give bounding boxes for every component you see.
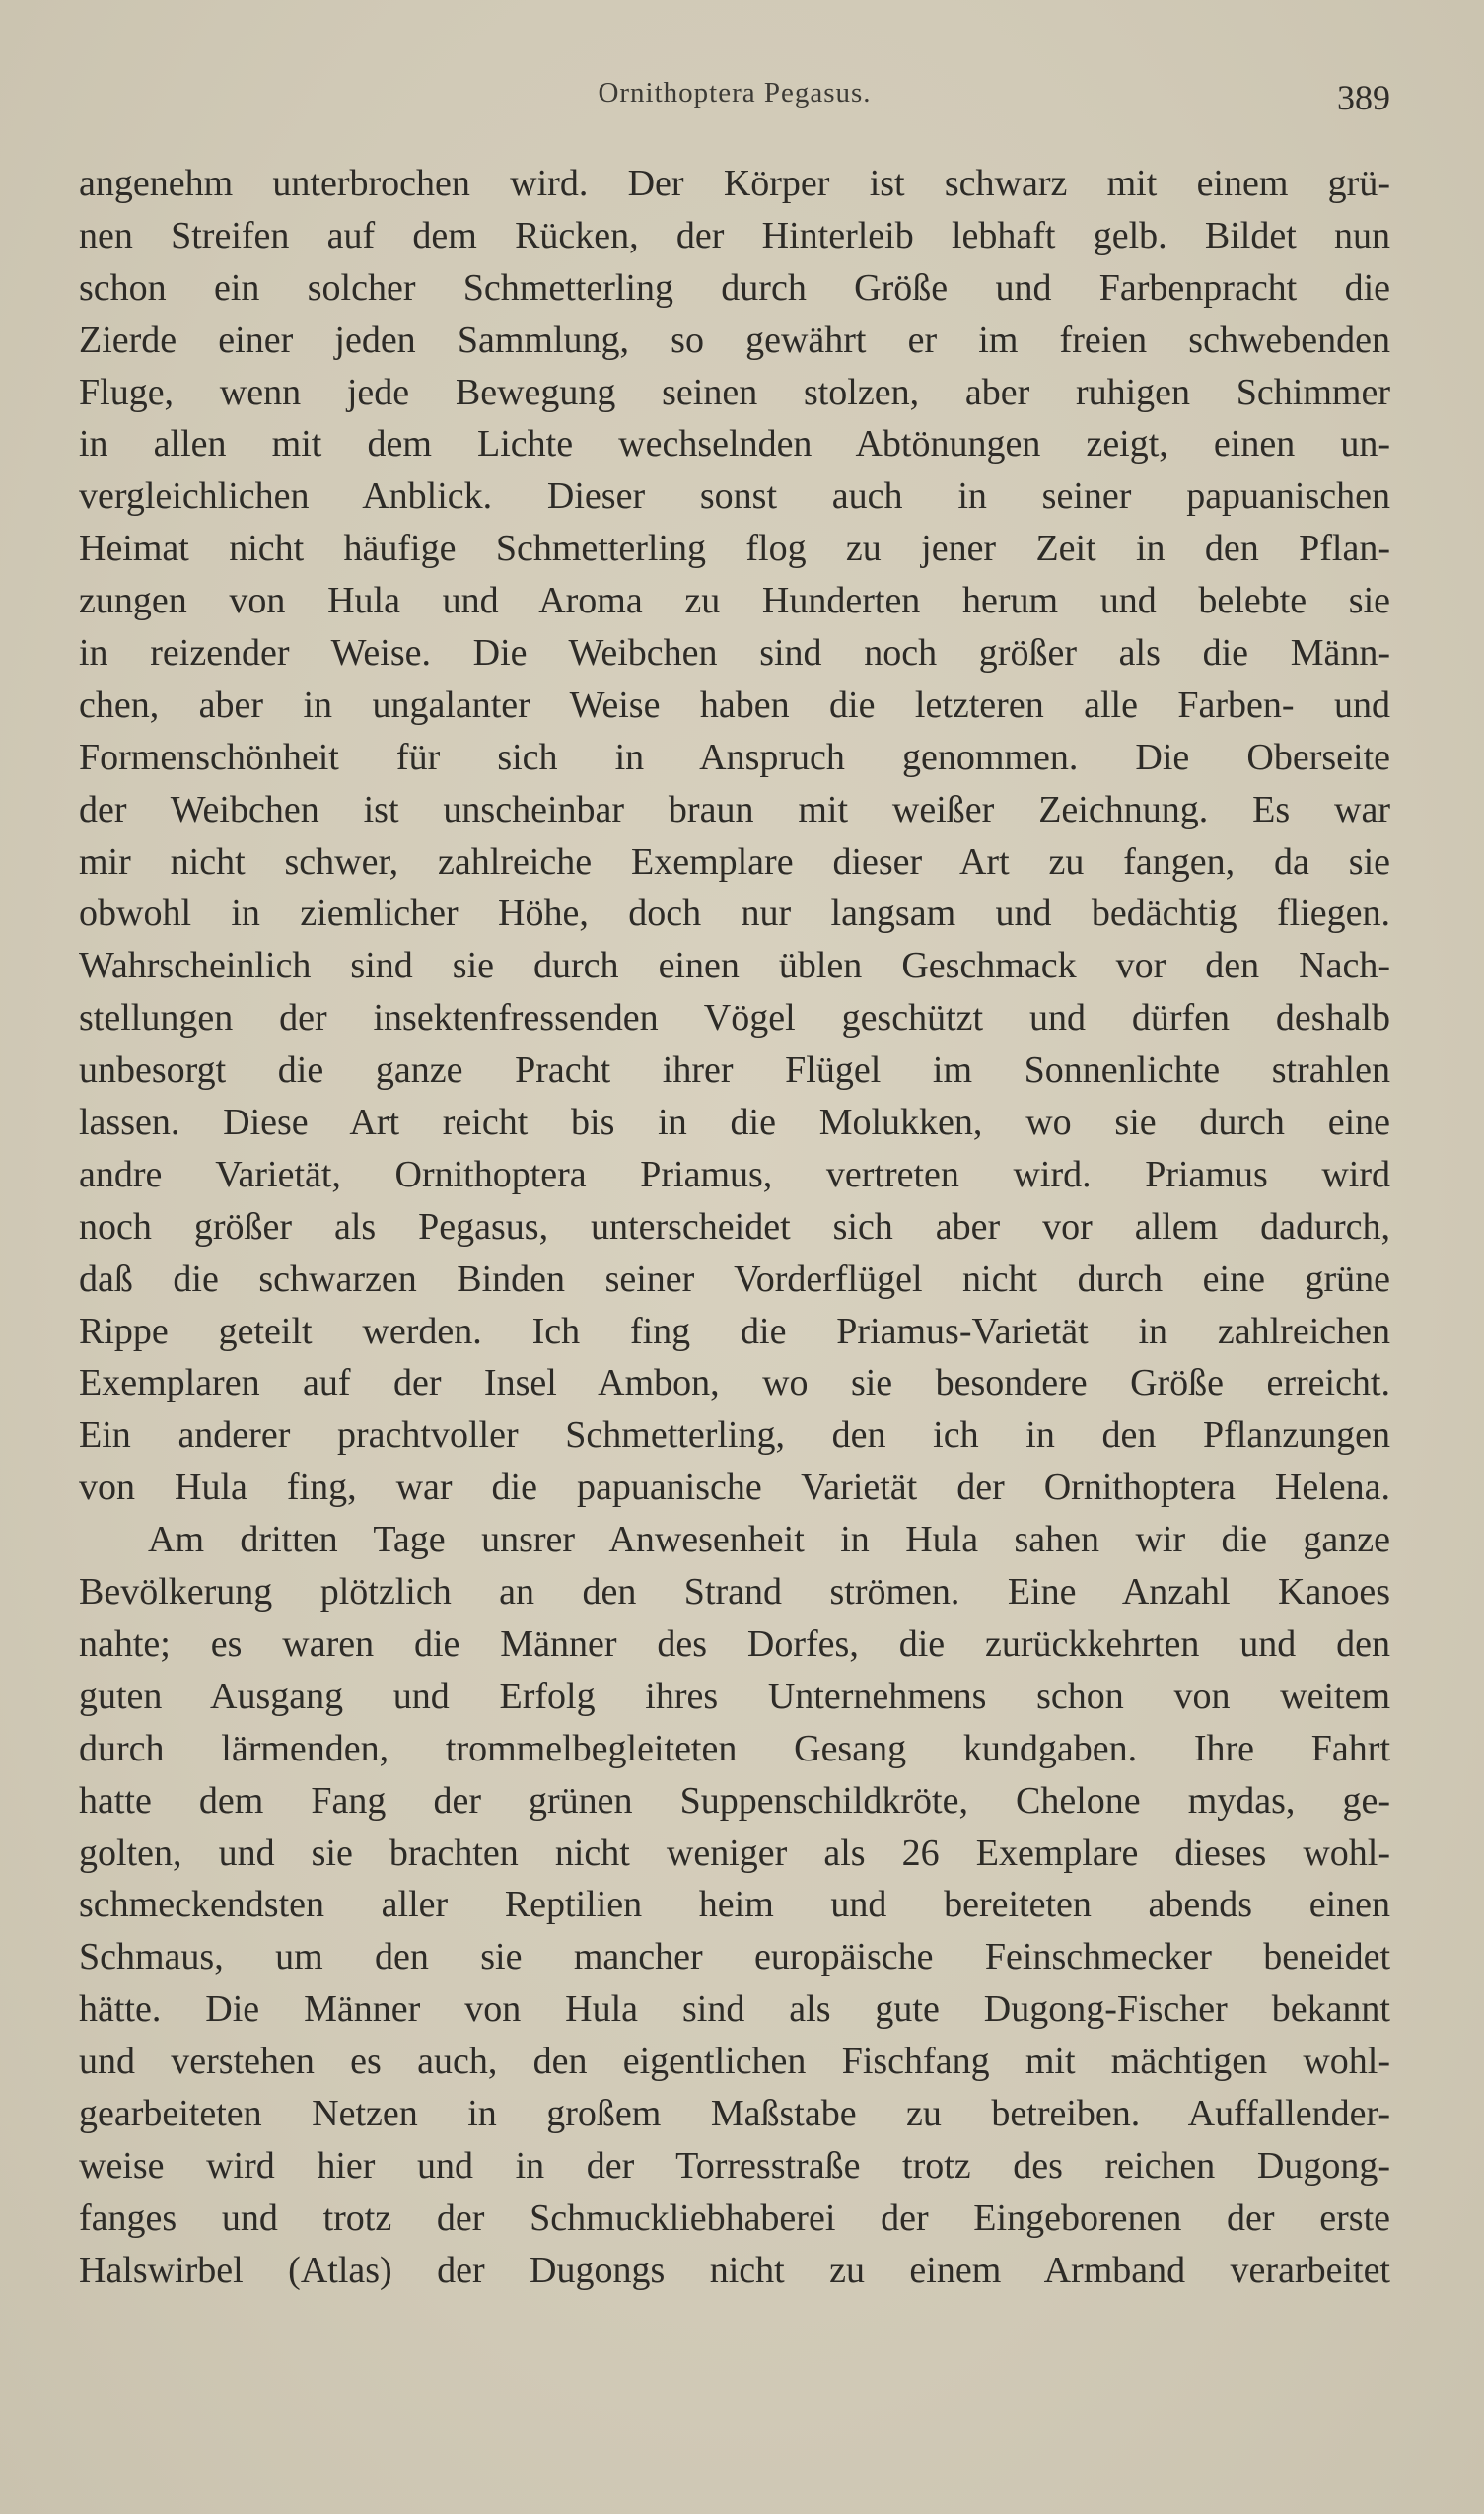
- page-header: [79, 77, 1390, 122]
- text-line: Exemplaren auf der Insel Ambon, wo sie besondere Größe erreicht.: [79, 1362, 1390, 1404]
- text-line: hätte. Die Männer von Hula sind als gute Dugong-Fischer bekannt: [79, 1988, 1390, 2031]
- text-line: nen Streifen auf dem Rücken, der Hinterleib lebhaft gelb. Bildet nun: [79, 214, 1390, 256]
- text-line: in allen mit dem Lichte wechselnden Abtönungen zeigt, einen un-: [79, 423, 1390, 466]
- text-line: und verstehen es auch, den eigentlichen Fischfang mit mächtigen wohl-: [79, 2041, 1390, 2083]
- text-line: weise wird hier und in der Torresstraße trotz des reichen Dugong-: [79, 2144, 1390, 2187]
- text-line: hatte dem Fang der grünen Suppenschildkröte, Chelone mydas, ge-: [79, 1779, 1390, 1822]
- text-line: gearbeiteten Netzen in großem Maßstabe zu betreiben. Auffallender-: [79, 2092, 1390, 2134]
- text-line: Formenschönheit für sich in Anspruch genommen. Die Oberseite: [79, 736, 1390, 778]
- text-line: mir nicht schwer, zahlreiche Exemplare dieser Art zu fangen, da sie: [79, 840, 1390, 883]
- text-line: noch größer als Pegasus, unterscheidet sich aber vor allem dadurch,: [79, 1205, 1390, 1248]
- text-line: lassen. Diese Art reicht bis in die Molukken, wo sie durch eine: [79, 1102, 1390, 1144]
- text-line: schmeckendsten aller Reptilien heim und bereiteten abends einen: [79, 1884, 1390, 1926]
- text-line: obwohl in ziemlicher Höhe, doch nur langsam und bedächtig fliegen.: [79, 893, 1390, 935]
- text-line: Schmaus, um den sie mancher europäische Feinschmecker beneidet: [79, 1936, 1390, 1978]
- text-line: Rippe geteilt werden. Ich fing die Priamus-Varietät in zahlreichen: [79, 1310, 1390, 1352]
- body-text: [79, 158, 1390, 2297]
- text-line: der Weibchen ist unscheinbar braun mit weißer Zeichnung. Es war: [79, 788, 1390, 830]
- paragraph-start-line: Am dritten Tage unsrer Anwesenheit in Hula sahen wir die ganze: [148, 1519, 1390, 1561]
- text-line: chen, aber in ungalanter Weise haben die letzteren alle Farben- und: [79, 683, 1390, 726]
- text-line: durch lärmenden, trommelbegleiteten Gesang kundgaben. Ihre Fahrt: [79, 1727, 1390, 1769]
- text-line: daß die schwarzen Binden seiner Vorderflügel nicht durch eine grüne: [79, 1257, 1390, 1300]
- running-title: Ornithoptera Pegasus.: [598, 77, 872, 108]
- text-line: golten, und sie brachten nicht weniger als 26 Exemplare dieses wohl-: [79, 1832, 1390, 1874]
- text-line: nahte; es waren die Männer des Dorfes, die zurückkehrten und den: [79, 1622, 1390, 1665]
- text-line: guten Ausgang und Erfolg ihres Unternehmens schon von weitem: [79, 1675, 1390, 1717]
- text-line: Bevölkerung plötzlich an den Strand strömen. Eine Anzahl Kanoes: [79, 1571, 1390, 1614]
- text-line: Wahrscheinlich sind sie durch einen üblen Geschmack vor den Nach-: [79, 945, 1390, 987]
- text-line: Heimat nicht häufige Schmetterling flog zu jener Zeit in den Pflan-: [79, 528, 1390, 570]
- page-number: 389: [1337, 78, 1390, 117]
- text-line: fanges und trotz der Schmuckliebhaberei der Eingeborenen der erste: [79, 2196, 1390, 2239]
- text-line: stellungen der insektenfressenden Vögel geschützt und dürfen deshalb: [79, 997, 1390, 1040]
- paragraph-end-line: von Hula fing, war die papuanische Varietät der Ornithoptera Helena.: [79, 1467, 1390, 1509]
- text-line: vergleichlichen Anblick. Dieser sonst auch in seiner papuanischen: [79, 475, 1390, 518]
- text-line: Halswirbel (Atlas) der Dugongs nicht zu einem Armband verarbeitet: [79, 2249, 1390, 2291]
- text-line: angenehm unterbrochen wird. Der Körper ist schwarz mit einem grü-: [79, 163, 1390, 204]
- text-line: in reizender Weise. Die Weibchen sind noch größer als die Männ-: [79, 632, 1390, 675]
- text-line: Zierde einer jeden Sammlung, so gewährt er im freien schwebenden: [79, 319, 1390, 361]
- text-line: Ein anderer prachtvoller Schmetterling, den ich in den Pflanzungen: [79, 1414, 1390, 1457]
- text-line: zungen von Hula und Aroma zu Hunderten herum und belebte sie: [79, 580, 1390, 622]
- text-line: unbesorgt die ganze Pracht ihrer Flügel im Sonnenlichte strahlen: [79, 1049, 1390, 1092]
- text-line: Fluge, wenn jede Bewegung seinen stolzen, aber ruhigen Schimmer: [79, 371, 1390, 413]
- text-line: schon ein solcher Schmetterling durch Größe und Farbenpracht die: [79, 266, 1390, 309]
- text-line: andre Varietät, Ornithoptera Priamus, vertreten wird. Priamus wird: [79, 1153, 1390, 1195]
